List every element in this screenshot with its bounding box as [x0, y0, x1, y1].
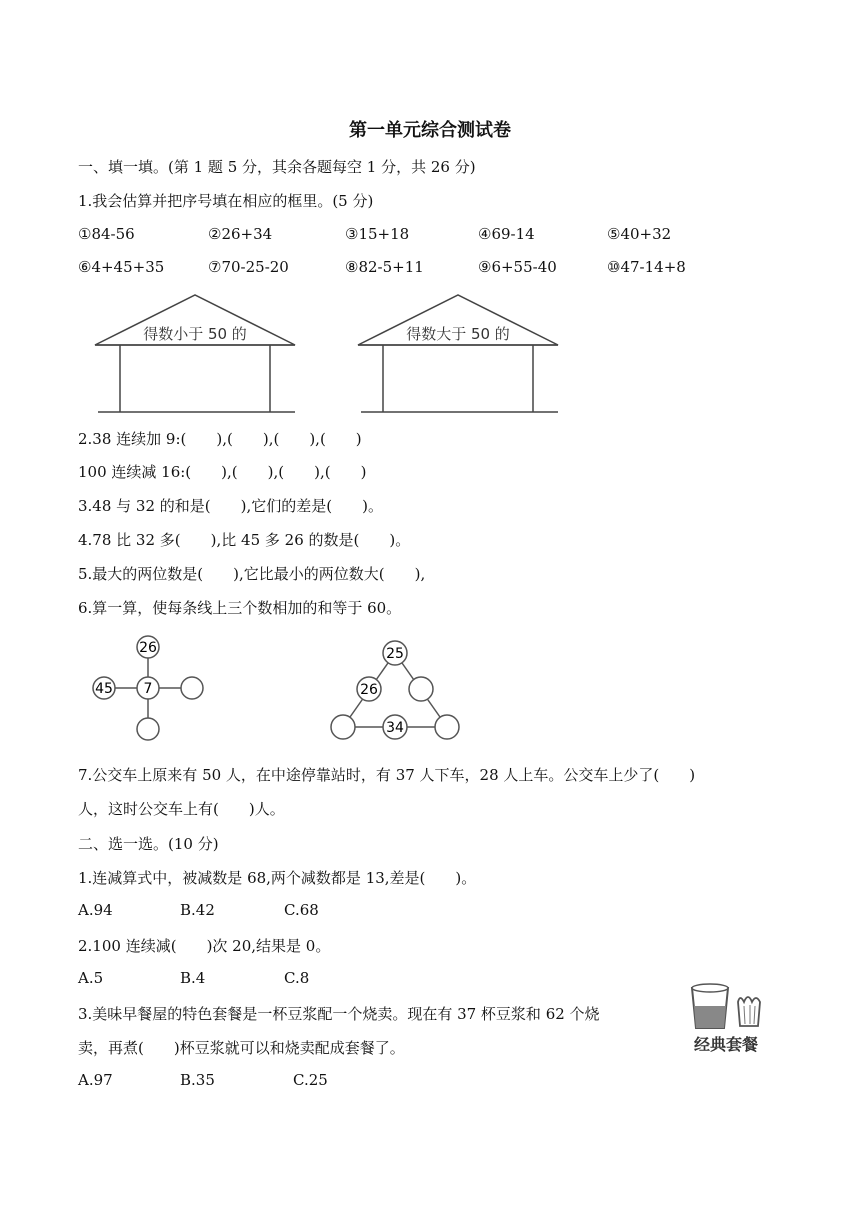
s2-q1-option-b: B.42	[180, 901, 215, 919]
q4-text: 4.78 比 32 多( ),比 45 多 26 的数是( )。	[78, 531, 411, 549]
cross-center-number: 7	[143, 681, 153, 697]
expression-item: ⑧82-5+11	[345, 258, 424, 276]
house-left-label: 得数小于 50 的	[143, 325, 247, 343]
triangle-number-figure	[325, 636, 465, 746]
q3-text: 3.48 与 32 的和是( ),它们的差是( )。	[78, 497, 383, 515]
breakfast-set-label: 经典套餐	[693, 1035, 759, 1054]
q7-line1: 7.公交车上原来有 50 人，在中途停靠站时，有 37 人下车，28 人上车。公交车上少了( )	[78, 766, 696, 784]
s2-q2-option-c: C.8	[284, 969, 310, 987]
s2-q3-option-b: B.35	[180, 1071, 215, 1089]
s2-q3-option-c: C.25	[293, 1071, 328, 1089]
expression-item: ⑦70-25-20	[208, 258, 289, 276]
expression-item: ②26+34	[208, 225, 273, 243]
s2-q1-text: 1.连减算式中，被减数是 68,两个减数都是 13,差是( )。	[78, 869, 477, 887]
s2-q1-option-c: C.68	[284, 901, 319, 919]
expression-item: ⑩47-14+8	[607, 258, 686, 276]
triangle-top-number: 25	[386, 646, 404, 662]
cross-top-number: 26	[139, 640, 157, 656]
section1-header: 一、填一填。(第 1 题 5 分，其余各题每空 1 分，共 26 分)	[78, 158, 476, 176]
s2-q2-option-a: A.5	[78, 969, 104, 987]
triangle-left-number: 26	[360, 682, 378, 698]
breakfast-set-image	[684, 980, 774, 1058]
s2-q3-line2: 卖，再煮( )杯豆浆就可以和烧卖配成套餐了。	[78, 1039, 405, 1057]
house-greater-than-50	[353, 292, 563, 416]
cross-left-number: 45	[95, 681, 113, 697]
house-right-label: 得数大于 50 的	[406, 325, 510, 343]
s2-q3-line1: 3.美味早餐屋的特色套餐是一杯豆浆配一个烧卖。现在有 37 杯豆浆和 62 个烧	[78, 1005, 600, 1023]
expression-item: ①84-56	[78, 225, 135, 243]
expression-item: ⑤40+32	[607, 225, 672, 243]
expression-item: ⑨6+55-40	[478, 258, 557, 276]
expression-item: ⑥4+45+35	[78, 258, 165, 276]
s2-q2-text: 2.100 连续减( )次 20,结果是 0。	[78, 937, 331, 955]
q1-text: 1.我会估算并把序号填在相应的框里。(5 分)	[78, 192, 374, 210]
triangle-bottom-number: 34	[386, 720, 404, 736]
cross-number-figure	[88, 632, 218, 747]
q2b-text: 100 连续减 16:( ),( ),( ),( )	[78, 463, 367, 481]
q7-line2: 人，这时公交车上有( )人。	[78, 800, 285, 818]
house-less-than-50	[90, 292, 300, 416]
q6-text: 6.算一算，使每条线上三个数相加的和等于 60。	[78, 599, 402, 617]
section2-header: 二、选一选。(10 分)	[78, 835, 219, 853]
q5-text: 5.最大的两位数是( ),它比最小的两位数大( ),	[78, 565, 426, 583]
q2a-text: 2.38 连续加 9:( ),( ),( ),( )	[78, 430, 362, 448]
s2-q1-option-a: A.94	[78, 901, 113, 919]
s2-q2-option-b: B.4	[180, 969, 206, 987]
expression-item: ④69-14	[478, 225, 535, 243]
page-title: 第一单元综合测试卷	[349, 120, 511, 141]
s2-q3-option-a: A.97	[78, 1071, 113, 1089]
expression-item: ③15+18	[345, 225, 410, 243]
